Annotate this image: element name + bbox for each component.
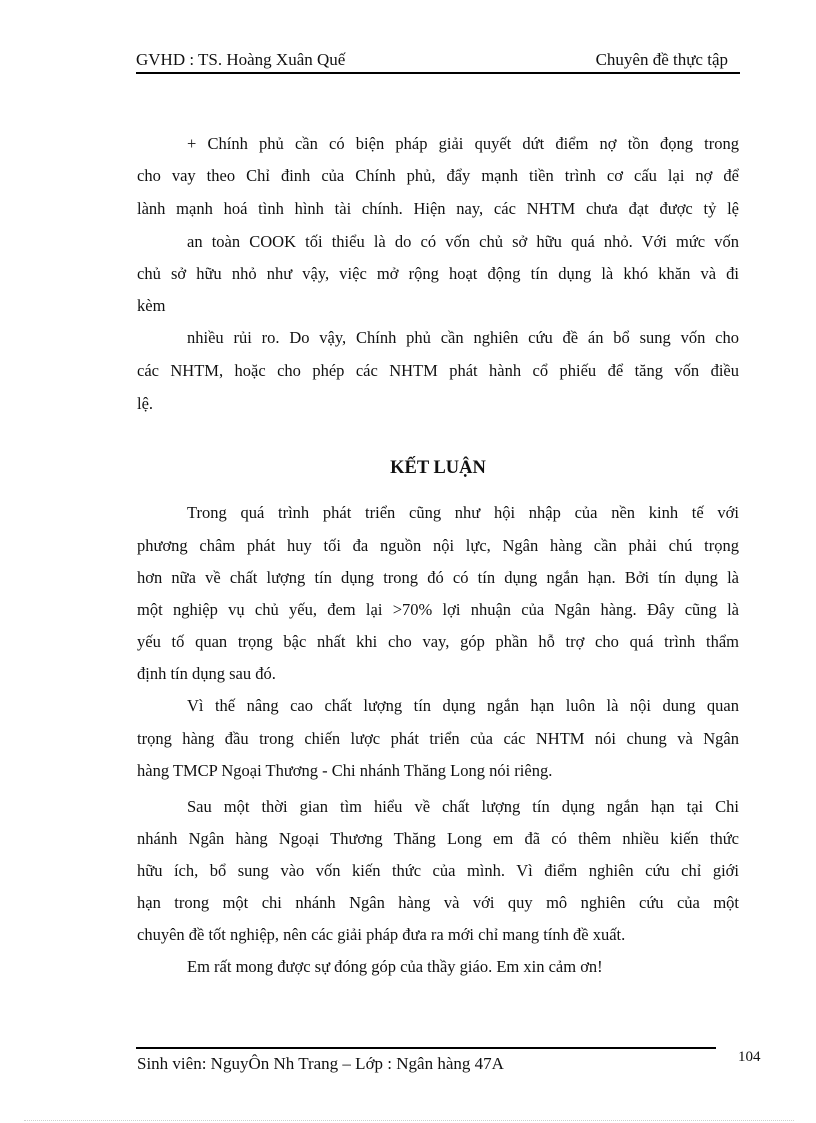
page-header <box>136 50 740 74</box>
conclusion-line: hơn nữa về chất lượng tín dụng trong đó có tín dụng ngắn hạn. Bởi tín dụng là <box>137 568 739 587</box>
header-doc-type: Chuyên đề thực tập <box>595 50 728 69</box>
conclusion-line: Vì thế nâng cao chất lượng tín dụng ngắn hạn luôn là nội dung quan <box>187 696 739 715</box>
footer-rule <box>136 1047 716 1049</box>
page-number: 104 <box>738 1049 761 1065</box>
page-bottom-divider <box>24 1120 794 1121</box>
body-line: an toàn COOK tối thiểu là do có vốn chủ sở hữu quá nhỏ. Với mức vốn <box>187 232 739 251</box>
footer-student-info: Sinh viên: NguyÔn Nh Trang – Lớp : Ngân hàng 47A <box>137 1054 504 1073</box>
conclusion-line: hạn trong một chi nhánh Ngân hàng và với quy mô nghiên cứu của một <box>137 893 739 912</box>
conclusion-closing: Em rất mong được sự đóng góp của thầy giáo. Em xin cảm ơn! <box>187 957 603 976</box>
conclusion-line: nhánh Ngân hàng Ngoại Thương Thăng Long em đã có thêm nhiều kiến thức <box>137 829 739 848</box>
conclusion-line: định tín dụng sau đó. <box>137 664 276 683</box>
body-line: kèm <box>137 296 166 315</box>
body-line: chủ sở hữu nhỏ như vậy, việc mở rộng hoạt động tín dụng là khó khăn và đi <box>137 264 739 283</box>
conclusion-line: Sau một thời gian tìm hiểu về chất lượng tín dụng ngắn hạn tại Chi <box>187 797 739 816</box>
header-advisor: GVHD : TS. Hoàng Xuân Quế <box>136 50 346 69</box>
conclusion-line: phương châm phát huy tối đa nguồn nội lực, Ngân hàng cần phải chú trọng <box>137 536 739 555</box>
body-line: các NHTM, hoặc cho phép các NHTM phát hành cổ phiếu để tăng vốn điều <box>137 361 739 380</box>
body-line: lệ. <box>137 394 154 413</box>
body-line: lành mạnh hoá tình hình tài chính. Hiện nay, các NHTM chưa đạt được tỷ lệ <box>137 199 739 218</box>
conclusion-line: hữu ích, bổ sung vào vốn kiến thức của mình. Vì điểm nghiên cứu chỉ giới <box>137 861 739 880</box>
body-line: cho vay theo Chỉ đinh của Chính phủ, đẩy mạnh tiền trình cơ cấu lại nợ để <box>137 166 739 185</box>
conclusion-line: Trong quá trình phát triển cũng như hội nhập của nền kinh tế với <box>187 503 739 522</box>
conclusion-heading: KẾT LUẬN <box>390 458 486 478</box>
body-line: nhiều rủi ro. Do vậy, Chính phủ cần nghiên cứu đề án bổ sung vốn cho <box>187 328 739 347</box>
conclusion-line: một nghiệp vụ chủ yếu, đem lại >70% lợi nhuận của Ngân hàng. Đây cũng là <box>137 600 739 619</box>
body-line: + Chính phủ cần có biện pháp giải quyết dứt điểm nợ tồn đọng trong <box>187 134 739 153</box>
conclusion-line: trọng hàng đầu trong chiến lược phát triển của các NHTM nói chung và Ngân <box>137 729 739 748</box>
conclusion-line: hàng TMCP Ngoại Thương - Chi nhánh Thăng Long nói riêng. <box>137 761 553 780</box>
conclusion-line: chuyên đề tốt nghiệp, nên các giải pháp đưa ra mới chỉ mang tính đề xuất. <box>137 925 626 944</box>
conclusion-line: yếu tố quan trọng bậc nhất khi cho vay, góp phần hỗ trợ cho quá trình thẩm <box>137 632 739 651</box>
